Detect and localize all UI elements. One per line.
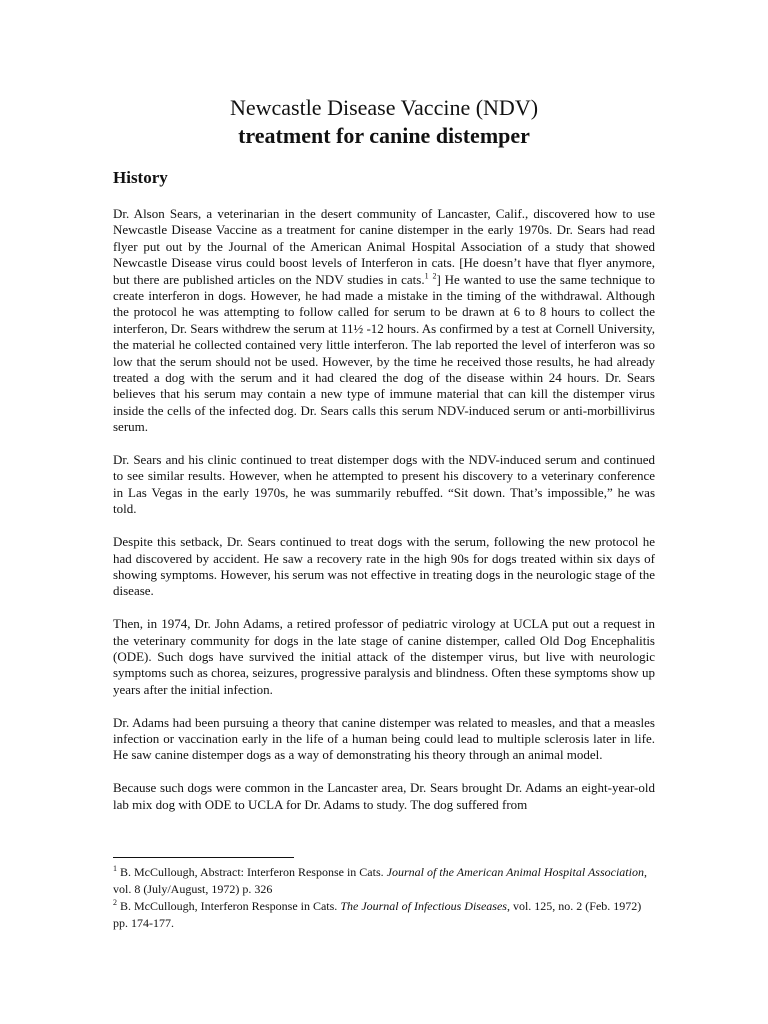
footnote-2-text: B. McCullough, Interferon Response in Cats.	[117, 899, 341, 913]
document-body	[113, 206, 655, 829]
footnote-2	[113, 898, 655, 932]
footnote-1-journal: Journal of the American Animal Hospital Association	[386, 865, 644, 879]
footnote-divider	[113, 857, 294, 858]
paragraph-5: Dr. Adams had been pursuing a theory that canine distemper was related to measles, and that a measles infection or vaccination early in the life of a human being could lead to multiple sclerosis later in life. He saw canine distemper dogs as a way of demonstrating his theory through an animal model.	[113, 714, 655, 763]
footnote-ref-2[interactable]: 2	[432, 271, 437, 281]
footnote-2-journal: The Journal of Infectious Diseases	[340, 899, 507, 913]
document-title-line-2: treatment for canine distemper	[238, 123, 530, 148]
paragraph-1-text-a: Dr. Alson Sears, a veterinarian in the desert community of Lancaster, Calif., discovered how to use Newcastle Disease Vaccine as a treatment for canine distemper in the early 1970s. Dr. Sears had read flyer put out by the Journal of the American Animal Hospital Association of a study that showed Newcastle Disease virus could boost levels of Interferon in cats. [He doesn’t have that flyer anymore, but there are published articles on the NDV studies in cats.	[113, 206, 655, 287]
footnote-1	[113, 864, 655, 898]
footnote-1-number: 1	[113, 864, 117, 873]
paragraph-3: Despite this setback, Dr. Sears continued to treat dogs with the serum, following the new protocol he had discovered by accident. He saw a recovery rate in the high 90s for dogs treated within six days of showing symptoms. However, his serum was not effective in treating dogs in the neurologic stage of the disease.	[113, 534, 655, 599]
title-abbreviation: (NDV)	[470, 95, 539, 120]
footnote-2-tail: , vol. 125, no. 2 (Feb. 1972) pp. 174-177.	[113, 899, 642, 930]
paragraph-1	[113, 206, 655, 436]
footnotes	[113, 864, 655, 932]
paragraph-6: Because such dogs were common in the Lancaster area, Dr. Sears brought Dr. Adams an eight-year-old lab mix dog with ODE to UCLA for Dr. Adams to study. The dog suffered from	[113, 780, 655, 812]
footnote-1-text: B. McCullough, Abstract: Interferon Response in Cats.	[117, 865, 387, 879]
paragraph-1-text-b: ] He wanted to use the same technique to create interferon in dogs. However, he had made a mistake in the timing of the withdrawal. Although the protocol he was attempting to follow called for serum to be drawn at 6 to 8 hours to collect the interferon, Dr. Sears withdrew the serum at 11½ -12 hours. As confirmed by a test at Cornell University, the material he collected contained very little interferon. The lab reported the level of interferon was so low that the serum should not be used. However, by the time he received those results, he had already treated a dog with the serum and it had cleared the dog of the disease within 24 hours. Dr. Sears believes that his serum may contain a new type of immune material that can kill the distemper virus inside the cells of the infected dog. Dr. Sears calls this serum NDV-induced serum or anti-morbillivirus serum.	[113, 271, 655, 435]
paragraph-4: Then, in 1974, Dr. John Adams, a retired professor of pediatric virology at UCLA put out a request in the veterinary community for dogs in the late stage of canine distemper, called Old Dog Encephalitis (ODE). Such dogs have survived the initial attack of the distemper virus, but live with neurologic symptoms such as chorea, seizures, progressive paralysis and blindness. Often these symptoms show up years after the initial infection.	[113, 616, 655, 697]
footnote-ref-1[interactable]: 1	[424, 271, 429, 281]
title-main-text: Newcastle Disease Vaccine	[229, 95, 471, 120]
paragraph-2: Dr. Sears and his clinic continued to treat distemper dogs with the NDV-induced serum and continued to see similar results. However, when he attempted to present his discovery to a veterinary conference in Las Vegas in the early 1970s, he was summarily rebuffed. “Sit down. That’s impossible,” he was told.	[113, 452, 655, 517]
footnote-2-number: 2	[113, 898, 117, 907]
footnote-1-tail: , vol. 8 (July/August, 1972) p. 326	[113, 865, 647, 896]
document-title-line-1	[0, 94, 768, 122]
section-heading-history: History	[113, 168, 168, 187]
